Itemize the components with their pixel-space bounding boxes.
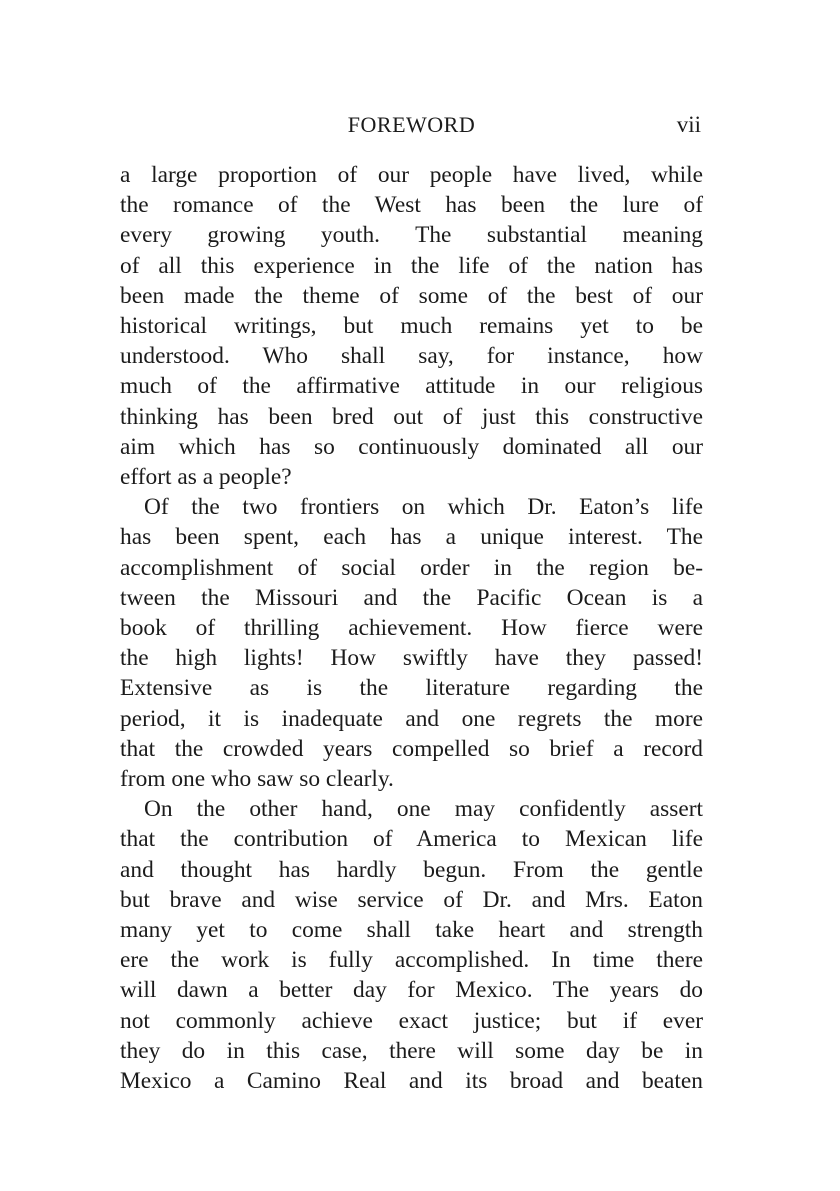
- page-header: [120, 108, 703, 142]
- paragraph-3: [120, 794, 703, 1096]
- text-line: aim which has so continuously dominated all our: [120, 433, 703, 460]
- text-line: every growing youth. The substantial meaning: [120, 222, 703, 249]
- text-line: thinking has been bred out of just this constructive: [120, 403, 703, 430]
- text-line: a large proportion of our people have lived, while: [120, 162, 703, 188]
- text-line: much of the affirmative attitude in our religious: [120, 373, 703, 400]
- text-line: ere the work is fully accomplished. In time there: [120, 947, 703, 974]
- text-line: but brave and wise service of Dr. and Mrs. Eaton: [120, 886, 703, 913]
- body-text: [120, 160, 703, 1096]
- text-line: of all this experience in the life of the nation has: [120, 252, 703, 279]
- text-line: from one who saw so clearly.: [120, 766, 394, 793]
- text-line: Mexico a Camino Real and its broad and beaten: [120, 1068, 703, 1095]
- text-line: effort as a people?: [120, 464, 292, 491]
- text-line: Of the two frontiers on which Dr. Eaton’s life: [144, 494, 703, 521]
- text-line: that the contribution of America to Mexican life: [120, 826, 703, 853]
- text-line: tween the Missouri and the Pacific Ocean is a: [120, 584, 703, 611]
- text-line: will dawn a better day for Mexico. The years do: [120, 977, 703, 1004]
- text-line: On the other hand, one may confidently assert: [144, 796, 703, 823]
- text-line: and thought has hardly begun. From the gentle: [120, 856, 703, 883]
- text-line: historical writings, but much remains yet to be: [120, 313, 703, 340]
- running-title: FOREWORD: [347, 112, 476, 137]
- text-line: they do in this case, there will some day be in: [120, 1037, 703, 1064]
- text-line: that the crowded years compelled so brief a record: [120, 735, 703, 762]
- text-line: been made the theme of some of the best of our: [120, 282, 703, 309]
- text-line: Extensive as is the literature regarding the: [120, 675, 703, 702]
- text-line: not commonly achieve exact justice; but if ever: [120, 1007, 703, 1034]
- text-line: period, it is inadequate and one regrets the more: [120, 705, 703, 732]
- text-line: book of thrilling achievement. How fierce were: [120, 615, 703, 642]
- text-line: has been spent, each has a unique interest. The: [120, 524, 703, 551]
- text-line: accomplishment of social order in the region be-: [120, 554, 703, 581]
- paragraph-2: [120, 492, 703, 794]
- paragraph-1: [120, 160, 703, 492]
- text-line: many yet to come shall take heart and strength: [120, 917, 703, 944]
- text-line: understood. Who shall say, for instance, how: [120, 343, 703, 370]
- page-number: vii: [676, 112, 701, 137]
- text-line: the high lights! How swiftly have they passed!: [120, 645, 703, 672]
- text-line: the romance of the West has been the lure of: [120, 192, 703, 219]
